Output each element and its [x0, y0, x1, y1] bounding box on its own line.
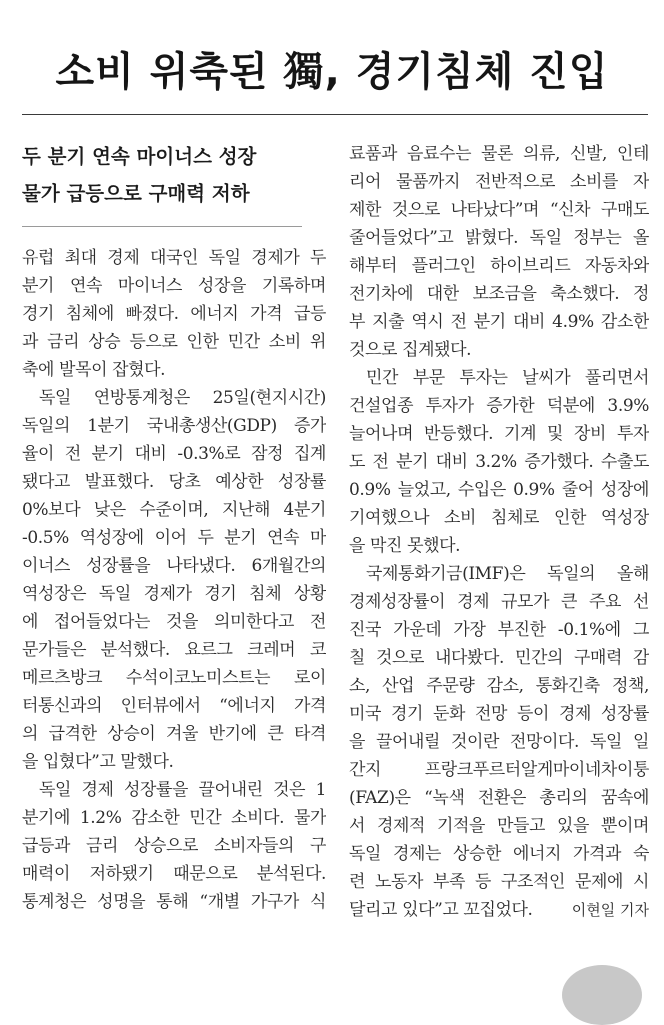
body-line: 독일 경제 성장률을 끌어내린 것은 1	[39, 780, 326, 800]
body-line: 분기 연속 마이너스 성장을 기록하며	[22, 276, 326, 296]
body-line: 통계청은 성명을 통해 “개별 가구가 식	[22, 892, 326, 912]
body-line: 분기에 1.2% 감소한 민간 소비다. 물가	[22, 808, 326, 828]
body-line: 간지 프랑크푸르터알게마이네차이퉁	[349, 760, 649, 780]
closing-text: 달리고 있다”고 꼬집었다.	[349, 900, 533, 920]
body-line: 에 접어들었다는 것을 의미한다고 전	[22, 612, 326, 632]
body-line: 축에 발목이 잡혔다.	[22, 360, 166, 380]
body-line: 0.9% 늘었고, 수입은 0.9% 줄어 성장에	[349, 480, 649, 500]
left-column	[22, 140, 326, 916]
left-body-text	[22, 244, 326, 916]
body-line: 독일 경제는 상승한 에너지 가격과 숙	[349, 844, 649, 864]
right-body-text	[349, 140, 649, 896]
body-line: 서 경제적 기적을 만들고 있을 뿐이며	[349, 816, 649, 836]
body-line: 을 막진 못했다.	[349, 536, 461, 556]
body-line: 것으로 집계됐다.	[349, 340, 472, 360]
scroll-button[interactable]	[562, 965, 642, 1025]
body-line: 급등과 금리 상승으로 소비자들의 구	[22, 836, 326, 856]
closing-line	[349, 896, 649, 924]
body-line: 도 전 분기 대비 3.2% 증가했다. 수출도	[349, 452, 649, 472]
body-line: 유럽 최대 경제 대국인 독일 경제가 두	[22, 248, 326, 268]
body-line: 율이 전 분기 대비 -0.3%로 잠정 집계	[22, 444, 326, 464]
body-line: 과 금리 상승 등으로 인한 민간 소비 위	[22, 332, 326, 352]
body-line: 료품과 음료수는 물론 의류, 신발, 인테	[349, 144, 649, 164]
body-line: 0%보다 낮은 수준이며, 지난해 4분기	[22, 500, 326, 520]
right-column	[349, 140, 649, 924]
byline: 이현일 기자	[571, 901, 649, 919]
body-line: 전기차에 대한 보조금을 축소했다. 정	[349, 284, 649, 304]
body-line: 독일 연방통계청은 25일(현지시간)	[39, 388, 326, 408]
body-line: 리어 물품까지 전반적으로 소비를 자	[349, 172, 649, 192]
subhead-1: 두 분기 연속 마이너스 성장	[22, 145, 257, 168]
body-line: 역성장은 독일 경제가 경기 침체 상황	[22, 584, 326, 604]
body-line: 의 급격한 상승이 겨울 반기에 큰 타격	[22, 724, 326, 744]
body-line: 련 노동자 부족 등 구조적인 문제에 시	[349, 872, 649, 892]
headline: 소비 위축된 獨, 경기침체 진입	[55, 49, 609, 95]
body-line: 칠 것으로 내다봤다. 민간의 구매력 감	[349, 648, 649, 668]
body-line: 됐다고 발표했다. 당초 예상한 성장률	[22, 472, 326, 492]
body-line: 터통신과의 인터뷰에서 “에너지 가격	[22, 696, 326, 716]
subhead-2: 물가 급등으로 구매력 저하	[22, 182, 250, 205]
body-line: 미국 경기 둔화 전망 등이 경제 성장률	[349, 704, 649, 724]
body-line: 소, 산업 주문량 감소, 통화긴축 정책,	[349, 676, 649, 696]
body-line: -0.5% 역성장에 이어 두 분기 연속 마	[22, 528, 326, 548]
body-line: 부 지출 역시 전 분기 대비 4.9% 감소한	[349, 312, 649, 332]
body-line: 을 끌어내릴 것이란 전망이다. 독일 일	[349, 732, 649, 752]
headline-divider	[22, 114, 648, 115]
body-line: 진국 가운데 가장 부진한 -0.1%에 그	[349, 620, 649, 640]
body-line: 을 입혔다”고 말했다.	[22, 752, 174, 772]
body-line: 독일의 1분기 국내총생산(GDP) 증가	[22, 416, 326, 436]
body-line: 이너스 성장률을 나타냈다. 6개월간의	[22, 556, 326, 576]
body-line: 매력이 저하됐기 때문으로 분석된다.	[22, 864, 326, 884]
body-line: 줄어들었다”고 밝혔다. 독일 정부는 올	[349, 228, 649, 248]
body-line: 해부터 플러그인 하이브리드 자동차와	[349, 256, 649, 276]
subhead-divider	[22, 226, 302, 227]
body-line: 국제통화기금(IMF)은 독일의 올해	[366, 564, 649, 584]
body-line: 민간 부문 투자는 날씨가 풀리면서	[366, 368, 649, 388]
body-line: 메르츠방크 수석이코노미스트는 로이	[22, 668, 326, 688]
body-line: (FAZ)은 “녹색 전환은 총리의 꿈속에	[349, 788, 649, 808]
body-line: 늘어나며 반등했다. 기계 및 장비 투자	[349, 424, 649, 444]
body-line: 경기 침체에 빠졌다. 에너지 가격 급등	[22, 304, 326, 324]
body-line: 건설업종 투자가 증가한 덕분에 3.9%	[349, 396, 649, 416]
body-line: 경제성장률이 경제 규모가 큰 주요 선	[349, 592, 649, 612]
body-line: 문가들은 분석했다. 요르그 크레머 코	[22, 640, 326, 660]
body-line: 기여했으나 소비 침체로 인한 역성장	[349, 508, 649, 528]
body-line: 제한 것으로 나타났다”며 “신차 구매도	[349, 200, 649, 220]
